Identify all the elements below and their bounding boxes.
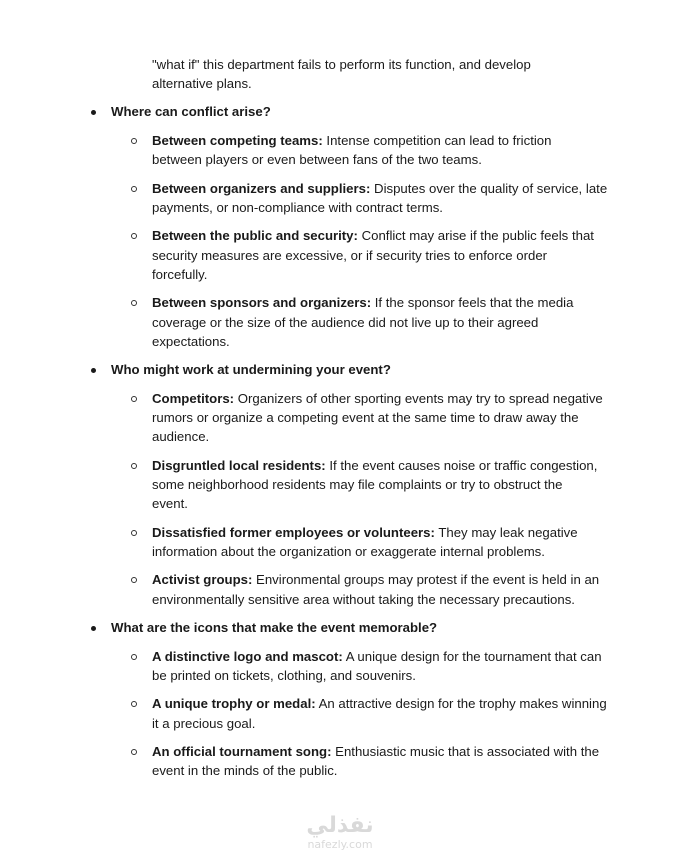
watermark-arabic: نفذلي <box>306 813 374 838</box>
list-item-line: coverage or the size of the audience did not live up to their agreed <box>152 315 539 330</box>
bullet-circle-icon <box>131 577 137 583</box>
bullet-circle-icon <box>131 233 137 239</box>
list-item: Competitors: Organizers of other sporting events may try to spread negative <box>152 391 603 406</box>
list-item: Between the public and security: Conflict may arise if the public feels that <box>152 228 594 243</box>
section-heading-conflict: Where can conflict arise? <box>111 104 271 119</box>
bullet-circle-icon <box>131 186 137 192</box>
section-heading-icons: What are the icons that make the event memorable? <box>111 620 438 635</box>
bullet-circle-icon <box>131 463 137 469</box>
list-item-line: rumors or organize a competing event at the same time to draw away the <box>152 410 579 425</box>
list-item: Between sponsors and organizers: If the sponsor feels that the media <box>152 295 574 310</box>
list-item-line: audience. <box>152 429 210 444</box>
list-item: Disgruntled local residents: If the event causes noise or traffic congestion, <box>152 458 598 473</box>
list-item-line: information about the organization or exaggerate internal problems. <box>152 544 545 559</box>
list-item-line: between players or even between fans of the two teams. <box>152 152 482 167</box>
list-item-line: payments, or non-compliance with contract terms. <box>152 200 443 215</box>
list-item-line: environmentally sensitive area without taking the necessary precautions. <box>152 592 575 607</box>
bullet-circle-icon <box>131 530 137 536</box>
list-item: A distinctive logo and mascot: A unique design for the tournament that can <box>152 649 602 664</box>
list-item-line: event. <box>152 496 188 511</box>
bullet-circle-icon <box>131 701 137 707</box>
list-item: Dissatisfied former employees or volunteers: They may leak negative <box>152 525 578 540</box>
bullet-circle-icon <box>131 654 137 660</box>
list-item-line: forcefully. <box>152 267 208 282</box>
watermark-latin: nafezly.com <box>307 838 373 851</box>
list-item-line: event in the minds of the public. <box>152 763 338 778</box>
intro-line-2: alternative plans. <box>152 76 252 91</box>
list-item-line: some neighborhood residents may file complaints or try to obstruct the <box>152 477 563 492</box>
list-item: Between competing teams: Intense competition can lead to friction <box>152 133 552 148</box>
bullet-dot-icon <box>91 626 96 631</box>
watermark-logo <box>295 814 385 851</box>
list-item: An official tournament song: Enthusiastic music that is associated with the <box>152 744 600 759</box>
list-item: A unique trophy or medal: An attractive design for the trophy makes winning <box>152 696 607 711</box>
list-item-line: be printed on tickets, clothing, and souvenirs. <box>152 668 416 683</box>
list-item-line: it a precious goal. <box>152 716 256 731</box>
section-heading-undermining: Who might work at undermining your event? <box>111 362 391 377</box>
list-item: Activist groups: Environmental groups may protest if the event is held in an <box>152 572 600 587</box>
bullet-circle-icon <box>131 138 137 144</box>
bullet-circle-icon <box>131 300 137 306</box>
list-item-line: security measures are excessive, or if security tries to enforce order <box>152 248 548 263</box>
bullet-dot-icon <box>91 368 96 373</box>
list-item-line: expectations. <box>152 334 230 349</box>
bullet-circle-icon <box>131 396 137 402</box>
bullet-dot-icon <box>91 110 96 115</box>
intro-line-1: "what if" this department fails to perform its function, and develop <box>152 57 531 72</box>
bullet-circle-icon <box>131 749 137 755</box>
list-item: Between organizers and suppliers: Disputes over the quality of service, late <box>152 181 608 196</box>
